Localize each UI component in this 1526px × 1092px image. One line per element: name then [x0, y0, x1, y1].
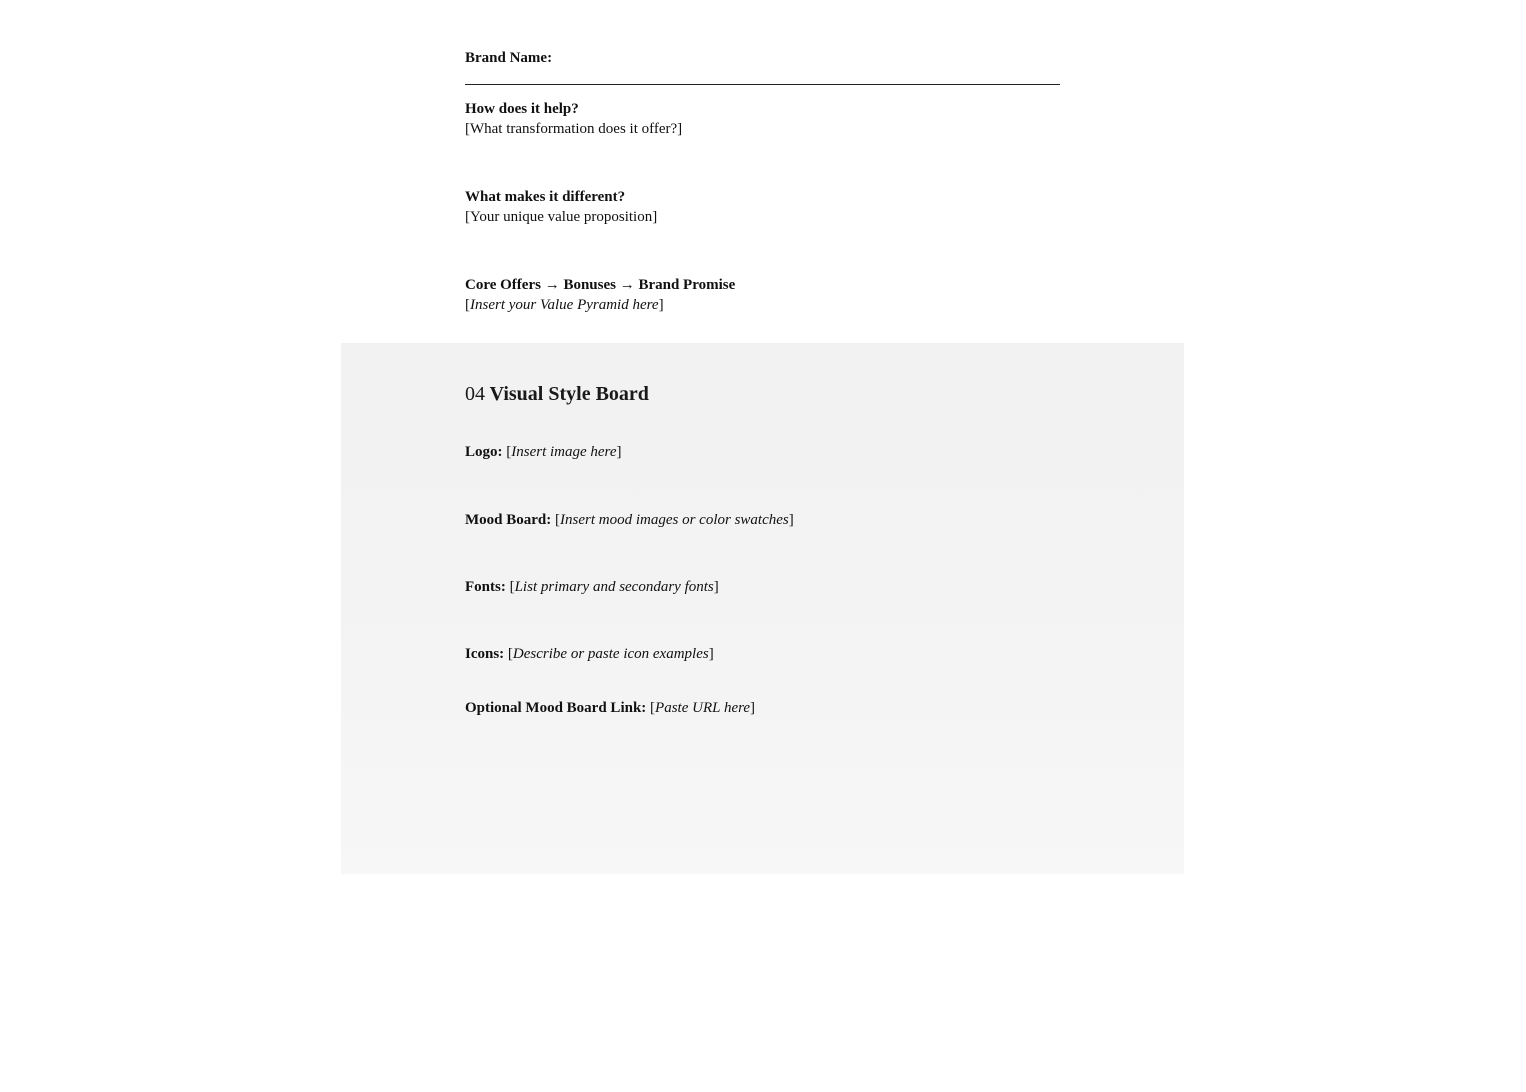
- field-label: Icons:: [465, 646, 505, 662]
- fonts-field[interactable]: [465, 577, 719, 597]
- bracket-close: ]: [616, 444, 622, 460]
- bracket-close: ]: [658, 297, 664, 313]
- mood-board-field[interactable]: [465, 510, 794, 530]
- section-heading: [465, 381, 1145, 407]
- question-label: How does it help?: [465, 101, 579, 117]
- placeholder-text: List primary and secondary fonts: [514, 579, 714, 595]
- icons-field[interactable]: [465, 644, 714, 664]
- bracket-open: [: [506, 444, 512, 460]
- bracket-open: [: [555, 512, 560, 528]
- question-core-offers: [465, 275, 1060, 315]
- section-number: 04: [465, 383, 485, 405]
- placeholder-text: Describe or paste icon examples: [512, 646, 709, 662]
- bracket-open: [: [507, 646, 513, 662]
- placeholder-text: Insert mood images or color swatches: [560, 512, 789, 528]
- placeholder-text: Paste URL here: [655, 700, 751, 716]
- field-label: Logo:: [465, 444, 503, 460]
- question-what-different: [465, 187, 1060, 227]
- field-label: Fonts:: [465, 579, 506, 595]
- bracket-open: [: [650, 700, 656, 716]
- style-board-content: [465, 381, 1145, 716]
- question-placeholder[interactable]: [465, 295, 1060, 315]
- bracket-close: ]: [788, 512, 794, 528]
- brand-name-label: Brand Name:: [465, 50, 553, 66]
- question-label: What makes it different?: [465, 189, 626, 205]
- section-title: Visual Style Board: [489, 383, 649, 405]
- question-label: Core Offers → Bonuses → Brand Promise: [465, 277, 736, 293]
- field-label: Optional Mood Board Link:: [465, 700, 647, 716]
- question-placeholder[interactable]: [What transformation does it offer?]: [465, 121, 683, 137]
- placeholder-text: Insert image here: [511, 444, 617, 460]
- bracket-open: [: [509, 579, 515, 595]
- visual-style-board-section: [341, 343, 1184, 874]
- logo-field[interactable]: [465, 442, 622, 462]
- field-label: Mood Board:: [465, 512, 552, 528]
- brand-worksheet: [465, 48, 1060, 315]
- bracket-close: ]: [713, 579, 719, 595]
- brand-name-input-line[interactable]: [465, 84, 1060, 85]
- question-how-help: [465, 99, 1060, 139]
- placeholder-text: Insert your Value Pyramid here: [470, 297, 659, 313]
- mood-board-link-field[interactable]: [465, 698, 755, 718]
- bracket-close: ]: [708, 646, 714, 662]
- bracket-open: [: [465, 297, 470, 313]
- question-placeholder[interactable]: [Your unique value proposition]: [465, 209, 658, 225]
- bracket-close: ]: [750, 700, 756, 716]
